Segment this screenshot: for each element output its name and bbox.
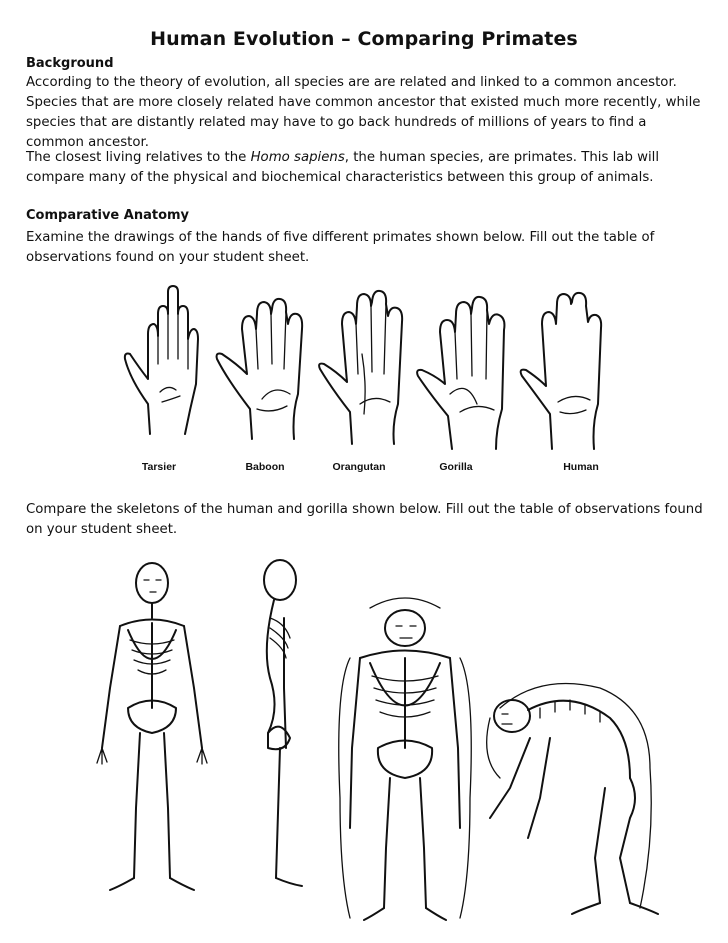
baboon-hand-drawing [217, 299, 303, 439]
skeleton-instructions: Compare the skeletons of the human and gorilla shown below. Fill out the table of observations found on your student sheet. [26, 502, 703, 537]
comparative-anatomy-heading: Comparative Anatomy [26, 208, 190, 223]
orangutan-hand-drawing [319, 291, 402, 444]
skeleton-drawings [80, 548, 680, 938]
human-skeleton-front-drawing [97, 563, 207, 890]
hand-label-gorilla: Gorilla [439, 461, 473, 473]
hand-drawings [100, 284, 620, 459]
hand-label-orangutan: Orangutan [332, 461, 386, 473]
page-title: Human Evolution – Comparing Primates [150, 28, 578, 50]
hand-label-human: Human [563, 461, 599, 473]
human-hand-drawing [521, 293, 601, 449]
gorilla-skeleton-side-drawing [487, 684, 658, 915]
human-skeleton-side-drawing [264, 560, 302, 886]
hand-label-tarsier: Tarsier [141, 461, 177, 473]
background-paragraph-2 [26, 148, 706, 188]
gorilla-hand-drawing [417, 297, 504, 449]
hands-instructions: Examine the drawings of the hands of five different primates shown below. Fill out the table of observations found on your student sheet. [26, 230, 655, 265]
hand-label-baboon: Baboon [245, 461, 285, 473]
background-paragraph-1: According to the theory of evolution, all species are are related and linked to a common ancestor. Species that are more closely related have common ancestor that existed much more recently, while species that are distantly related may have to go back hundreds of millions of years to find a common ancestor. [26, 75, 701, 150]
primate-hands-illustration [100, 284, 620, 480]
background-heading: Background [26, 56, 114, 71]
gorilla-skeleton-front-drawing [339, 598, 472, 920]
skeletons-illustration [80, 548, 680, 938]
paragraph-text: , the human species, are primates. This lab will compare many of the physical and biochemical characteristics between this group of animals. [26, 150, 660, 185]
tarsier-hand-drawing [125, 286, 198, 434]
species-name-italic: Homo sapiens [250, 150, 345, 165]
paragraph-text: The closest living relatives to the [26, 150, 251, 165]
